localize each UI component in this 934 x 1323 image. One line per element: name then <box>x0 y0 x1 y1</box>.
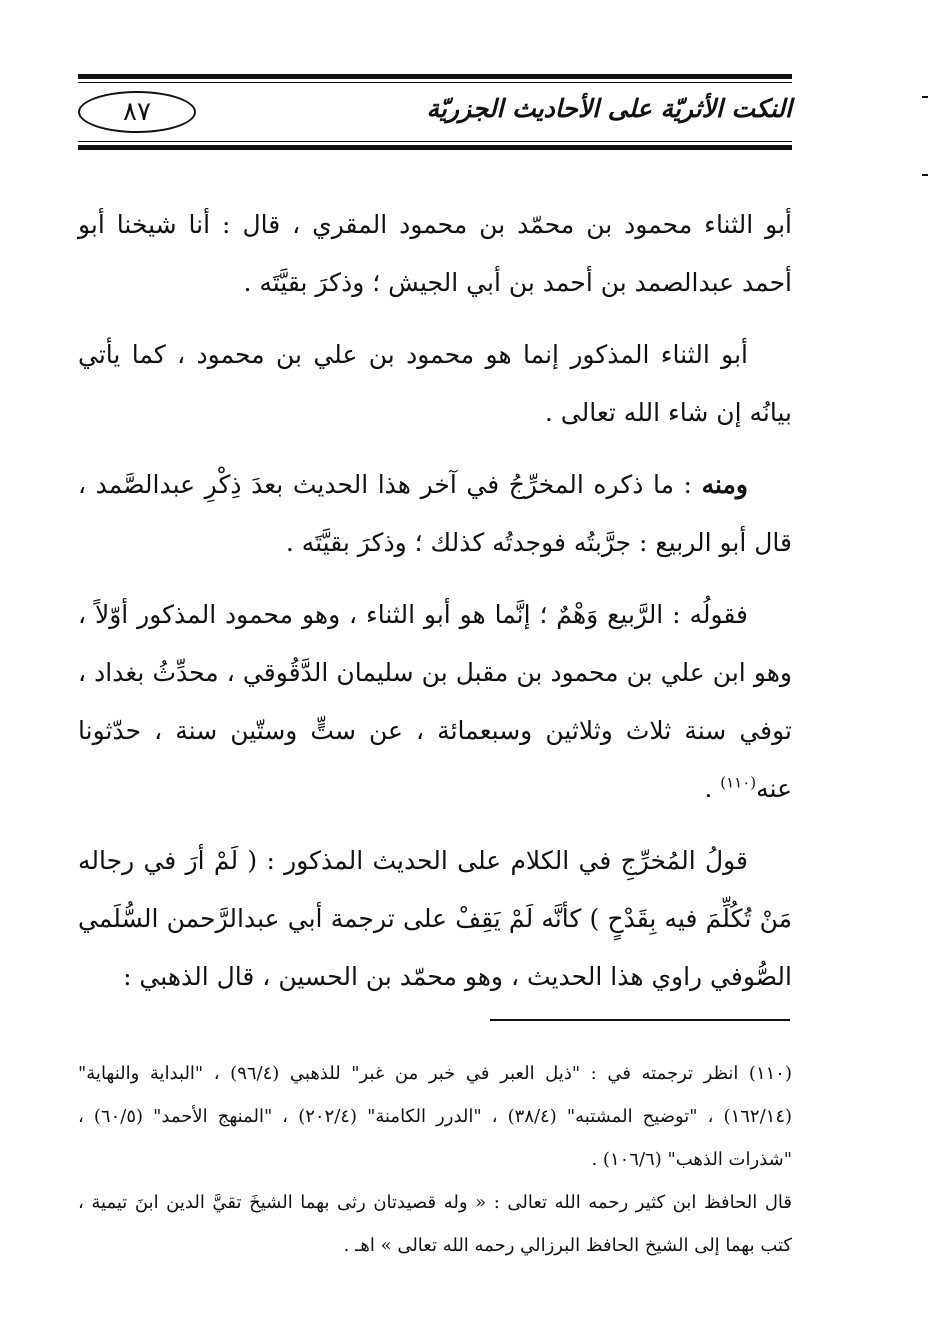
paragraph <box>78 456 792 572</box>
paragraph: أبو الثناء المذكور إنما هو محمود بن علي بن محمود ، كما يأتي بيانُه إن شاء الله تعالى . <box>78 340 792 427</box>
footnotes <box>78 1052 792 1267</box>
margin-mark <box>922 174 928 176</box>
page-number: ٨٧ <box>78 91 196 133</box>
footnote: قال الحافظ ابن كثير رحمه الله تعالى : « وله قصيدتان رثى بهما الشيخَ تقيَّ الدين ابنَ تيمية ، كتب بهما إلى الشيخ الحافظ البرزالي رحمه الله تعالى » اهـ . <box>78 1192 792 1256</box>
margin-mark <box>922 96 928 98</box>
header-rule-top-thin <box>78 82 792 83</box>
footnote-separator <box>490 1019 790 1021</box>
header-rule-bottom <box>78 145 792 150</box>
paragraph <box>78 586 792 818</box>
main-text <box>78 196 792 1020</box>
paragraph-lead-word: ومنه <box>701 470 748 499</box>
paragraph-text: فقولُه : الرَّبيع وَهْمٌ ؛ إنَّما هو أبو الثناء ، وهو محمود المذكور أوّلاً ، وهو ابن علي بن محمود بن مقبل بن سليمان الدَّقُوقي ، محدِّثُ بغداد ، توفي سنة ثلاث وثلاثين وسبعمائة ، عن ستٍّ وستّين سنة ، حدّثونا عنه <box>78 600 792 803</box>
paragraph: قولُ المُخرِّجِ في الكلام على الحديث المذكور : ( لَمْ أرَ في رجاله مَنْ تُكُلِّمَ فيه بِقَدْحٍ ) كأنَّه لَمْ يَقِفْ على ترجمة أبي عبدالرَّحمن السُّلَمي الصُّوفي راوي هذا الحديث ، وهو محمّد بن الحسين ، قال الذهبي : <box>78 846 792 991</box>
running-title: النكت الأثريّة على الأحاديث الجزريّة <box>426 94 792 123</box>
footnote-ref: (١١٠) <box>720 773 757 792</box>
footnote: (١١٠) انظر ترجمته في : "ذيل العبر في خبر من غبر" للذهبي (٩٦/٤) ، "البداية والنهاية" (١٦٢/١٤) ، "توضيح المشتبه" (٣٨/٤) ، "الدرر الكامنة" (٢٠٢/٤) ، "المنهج الأحمد" (٦٠/٥) ، "شذرات الذهب" (١٠٦/٦) . <box>78 1063 793 1170</box>
paragraph: أبو الثناء محمود بن محمّد بن محمود المقري ، قال : أنا شيخنا أبو أحمد عبدالصمد بن أحمد بن أبي الجيش ؛ وذكرَ بقيَّتَه . <box>78 210 792 297</box>
header-rule-top <box>78 74 792 79</box>
paragraph-text: : ما ذكره المخرِّجُ في آخر هذا الحديث بعدَ ذِكْرِ عبدالصَّمد ، قال أبو الربيع : جرَّبتُه فوجدتُه كذلك ؛ وذكرَ بقيَّتَه . <box>78 470 792 557</box>
header-rule-bottom-thin <box>78 141 792 142</box>
paragraph-end: . <box>704 774 721 803</box>
